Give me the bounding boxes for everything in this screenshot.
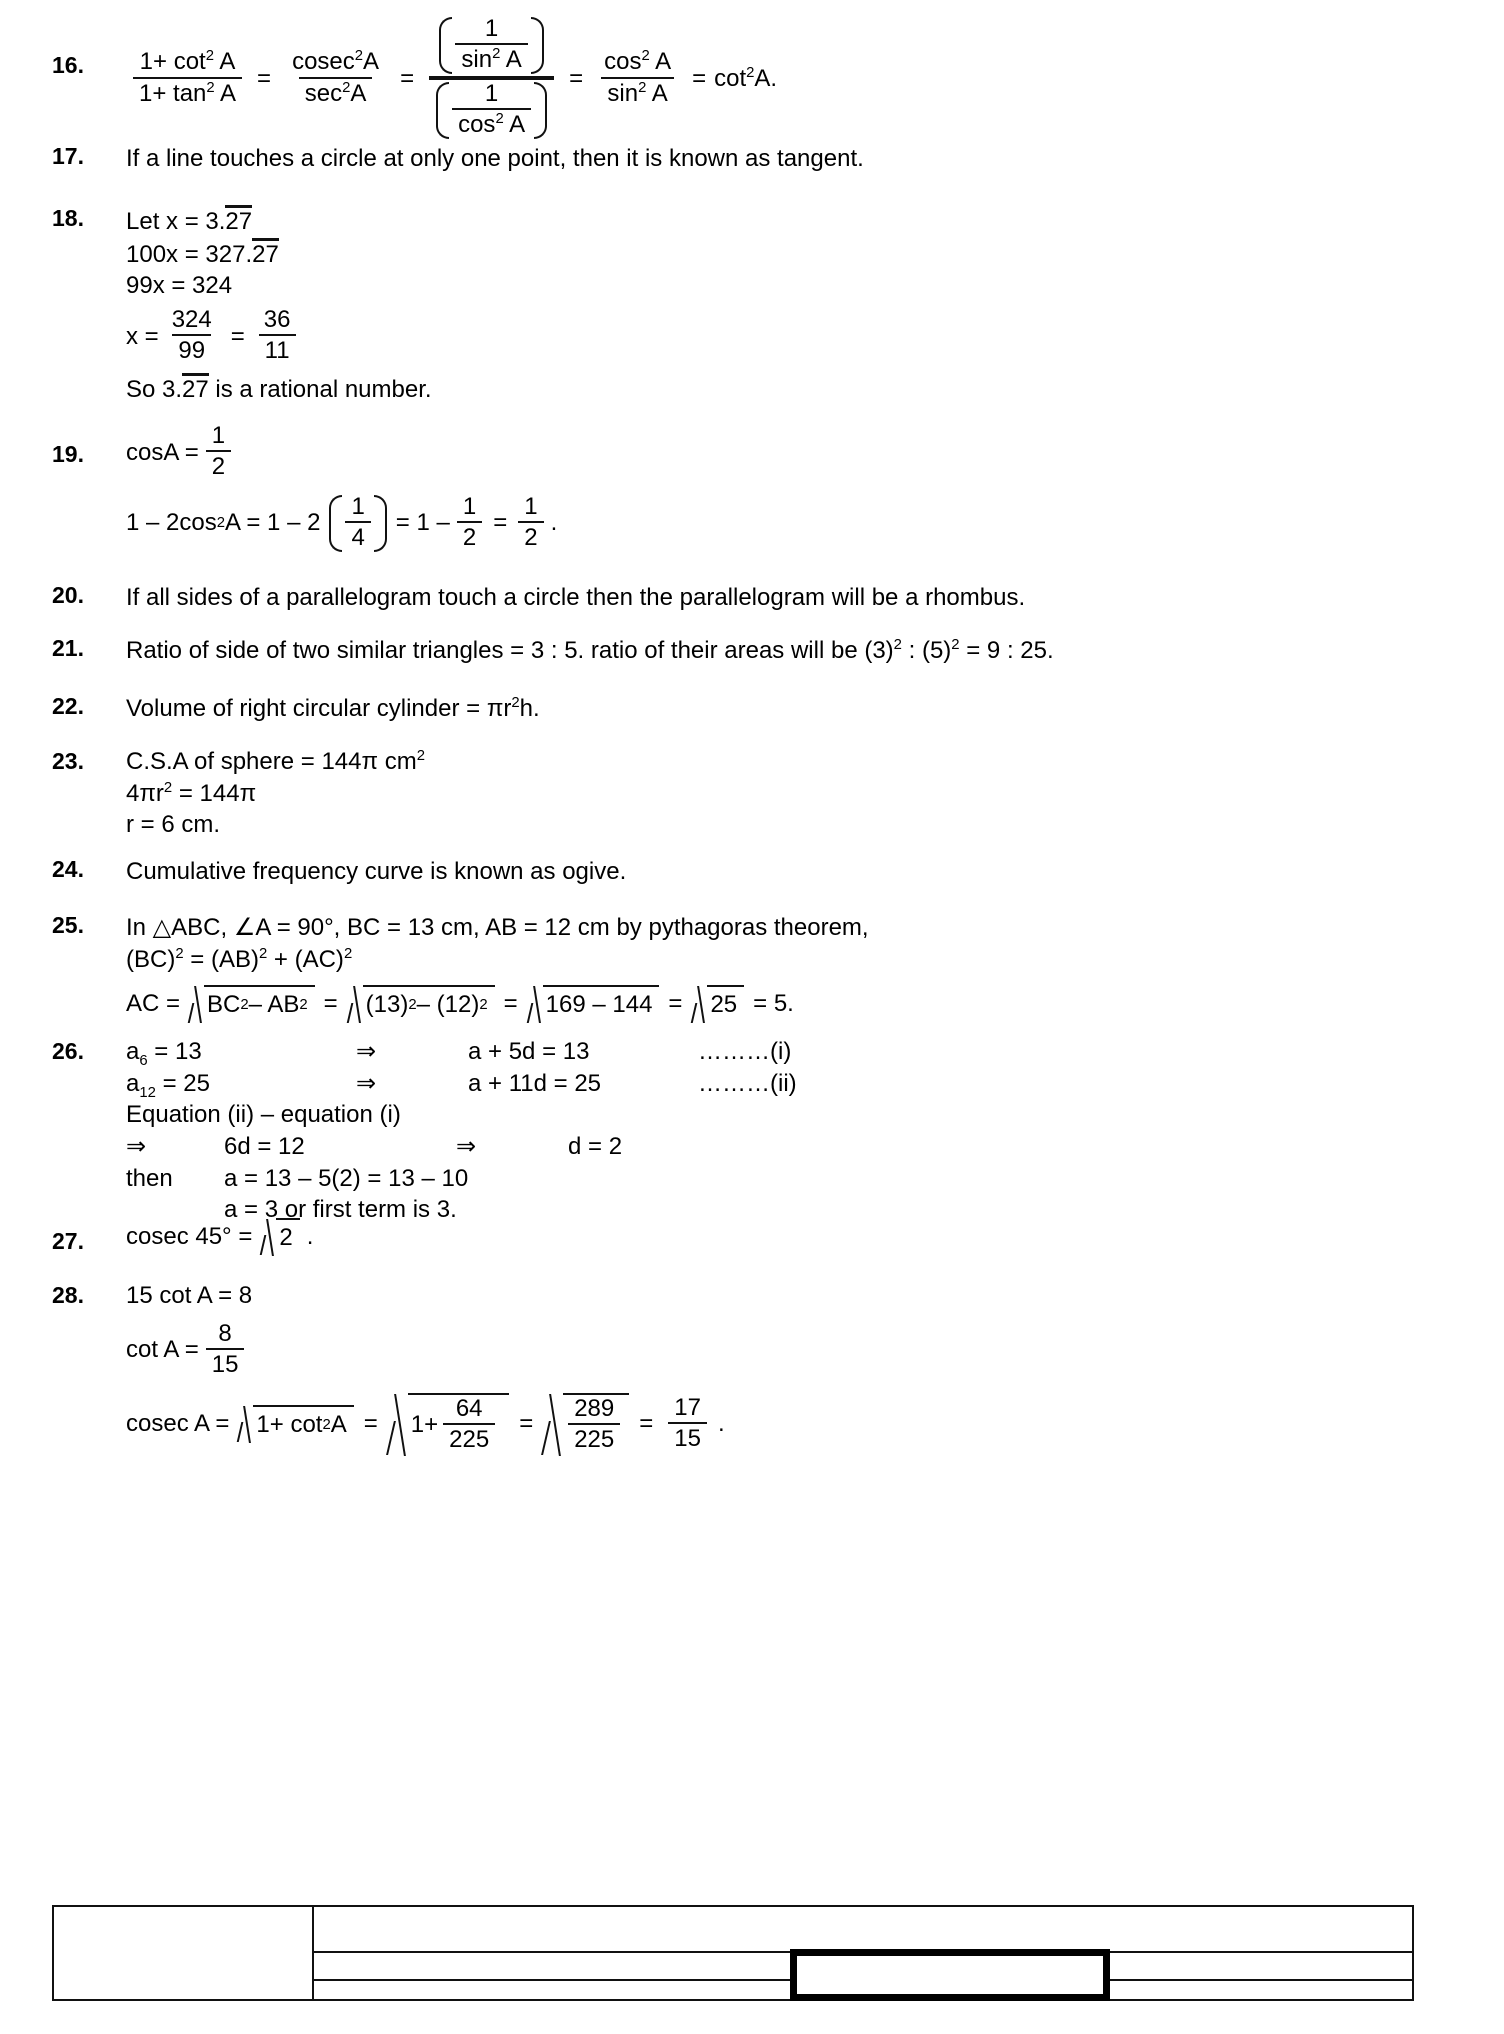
fraction-324-99: $\frac{324}{99}$ [171, 306, 212, 365]
item-body-21 [126, 635, 1054, 667]
implies-arrow-4: ⇒ [456, 1133, 477, 1161]
line-cosa: cosA = $\frac{1}{2}$ [126, 424, 557, 481]
paren-left-icon [439, 17, 452, 74]
paren-group-upper: $\frac{1}{\sin^2 A}$ [438, 17, 544, 74]
paren-right-icon [531, 17, 544, 74]
statement-17: If a line touches a circle at only one point, then it is known as tangent. [126, 145, 864, 172]
item-number-26: 26. [52, 1038, 84, 1064]
line-6d [126, 1131, 797, 1163]
result-cot2a: $\cot^2A$. [714, 65, 778, 93]
item-number-27: 27. [52, 1228, 84, 1254]
item-number-21: 21. [52, 635, 84, 661]
cell-d-2: d = 2 [568, 1133, 623, 1161]
statement-21: Ratio of side of two similar triangles = 3 : 5. ratio of their areas will be $(3)^2$ : $(5)^2 = 9$ : 25. [126, 637, 1054, 664]
line-triangle-given: In △ABC, ∠A = 90°, BC = 13 cm, AB = 12 cm by pythagoras theorem, [126, 914, 869, 941]
radical-icon [388, 1393, 408, 1456]
item-number-16: 16. [52, 52, 84, 78]
implies-arrow-3: ⇒ [126, 1133, 147, 1161]
cell-6d: 6d = 12 [224, 1133, 305, 1161]
cell-a-11d: a + 11d = 25 [468, 1069, 602, 1097]
line-4pir2: $4\pi r^2 = 144\pi$ [126, 779, 257, 807]
statement-20: If all sides of a parallelogram touch a circle then the parallelogram will be a rhombus. [126, 584, 1026, 611]
fraction-cos-sin: $\frac{\cos^2 A}{\sin^2 A}$ [598, 49, 677, 106]
ref-i: ………(i) [698, 1038, 792, 1065]
fraction-half-1: $\frac{1}{2}$ [457, 494, 482, 551]
radical-icon [260, 1218, 276, 1256]
item-number-20: 20. [52, 582, 84, 608]
line-cosec45: cosec 45° = 2 . [126, 1218, 313, 1256]
equals: = [230, 322, 245, 350]
cell-a12: $a_{12} = 25$ [126, 1069, 210, 1101]
item-body-20 [126, 582, 1025, 614]
item-body-26 [126, 1036, 797, 1226]
line-15cota: 15 cot A = 8 [126, 1282, 253, 1309]
item-number-23: 23. [52, 748, 84, 774]
radical-icon [527, 985, 543, 1023]
line-99x: 99x = 324 [126, 272, 233, 300]
item-body-25 [126, 912, 869, 1023]
item-number-19: 19. [52, 441, 84, 467]
item-number-28: 28. [52, 1282, 84, 1308]
item-number-24: 24. [52, 856, 84, 882]
line-let-x: Let x = 3.27 [126, 205, 432, 238]
line-ac-roots: AC = BC 2 – AB 2 = (13) 2 – (12) 2 = 169 – 144 = 25 = 5. [126, 985, 869, 1023]
item-number-18: 18. [52, 205, 84, 231]
fraction-8-15: $\frac{8}{15}$ [206, 1321, 245, 1378]
fraction-cot-tan: $\frac{1+ \cot^2 A}{1+ \tan^2 A}$ [133, 49, 242, 106]
equals-2: = [400, 65, 415, 93]
repeating-bar: 27 [225, 205, 252, 234]
paren-group-lower: $\frac{1}{\cos^2 A}$ [435, 82, 548, 139]
item-body-23 [126, 746, 425, 841]
line-csa: C.S.A of sphere = 144π $cm^2$ [126, 748, 425, 775]
item-body-24 [126, 856, 626, 888]
paren-left-icon [329, 495, 342, 552]
table-highlight-box [790, 1949, 1110, 2001]
sqrt-289-225: $\frac{289}{225}$ [543, 1393, 629, 1456]
line-coseca: cosec A = 1+ cot 2 A = 1+ $\frac{64}{225}$ = $\frac{289}{225}$ = $\frac{17}{15}$ . [126, 1393, 725, 1456]
radical-icon [543, 1393, 563, 1456]
implies-arrow-1: ⇒ [356, 1038, 377, 1065]
repeating-bar: 27 [182, 373, 209, 402]
sqrt-25: 25 [691, 985, 744, 1023]
line-a6 [126, 1036, 797, 1068]
line-r-equals: r = 6 cm. [126, 811, 221, 839]
fraction-cosec-sec: $\frac{cosec^2A}{\sec^2A}$ [292, 48, 380, 107]
line-a12 [126, 1068, 797, 1100]
item-body-28 [126, 1280, 725, 1455]
radical-icon [347, 985, 363, 1023]
radical-icon [691, 985, 707, 1023]
footer-table [52, 1905, 1414, 2001]
line-1-minus-2cos2a: 1 – 2cos 2 A = 1 – 2 $\frac{1}{4}$ = 1 – $\frac{1}{2}$ = $\frac{1}{2}$ . [126, 492, 558, 552]
sqrt-169-144: 169 – 144 [527, 985, 660, 1023]
equation-16 [126, 15, 778, 140]
statement-24: Cumulative frequency curve is known as ogive. [126, 858, 627, 885]
statement-22: Volume of right circular cylinder = $\pi r^2h$. [126, 695, 540, 722]
line-x-fraction: x = $\frac{324}{99}$ = $\frac{36}{11}$ [126, 308, 432, 365]
table-column-divider [312, 1907, 314, 1999]
equals-1: = [257, 65, 272, 93]
sqrt-1-plus-64-225: 1+ $\frac{64}{225}$ [388, 1393, 509, 1456]
fraction-1-2: $\frac{1}{2}$ [206, 423, 231, 480]
line-cota-frac: cot A = $\frac{8}{15}$ [126, 1322, 725, 1379]
implies-arrow-2: ⇒ [356, 1069, 377, 1097]
fraction-17-15: $\frac{17}{15}$ [668, 1395, 707, 1452]
line-pythagoras: (BC)$^2$ = (AB)$^2$ + (AC)$^2$ [126, 945, 353, 973]
label-then: then [126, 1164, 173, 1192]
item-body-16 [126, 15, 778, 140]
line-100x: 100x = 327.27 [126, 238, 432, 271]
item-number-22: 22. [52, 693, 84, 719]
fraction-half-2: $\frac{1}{2}$ [518, 494, 543, 551]
item-number-17: 17. [52, 143, 84, 169]
sqrt-2: 2 [260, 1218, 299, 1256]
ref-ii: ………(ii) [698, 1069, 797, 1097]
sqrt-1-plus-cot2: 1+ cot 2 A [237, 1405, 353, 1443]
sqrt-bc2-ab2: BC 2 – AB 2 [188, 985, 315, 1023]
item-body-19 [126, 424, 557, 552]
line-conclusion: So 3.27 is a rational number. [126, 373, 432, 406]
cell-a6: $a_6 = 13$ [126, 1038, 202, 1069]
paren-group-quarter: $\frac{1}{4}$ [328, 495, 387, 552]
radical-icon [188, 985, 204, 1023]
sqrt-13-12: (13) 2 – (12) 2 [347, 985, 495, 1023]
paren-right-icon [534, 82, 547, 139]
equals-4: = [692, 65, 707, 93]
cell-first-term: a = 3 or first term is 3. [224, 1196, 457, 1224]
cell-a-5d: a + 5d = 13 [468, 1038, 590, 1065]
fraction-36-11: $\frac{36}{11}$ [258, 307, 297, 364]
line-then-a [126, 1163, 797, 1195]
item-body-27 [126, 1218, 313, 1256]
line-equation-diff: Equation (ii) – equation (i) [126, 1101, 401, 1129]
paren-left-icon [436, 82, 449, 139]
item-number-25: 25. [52, 912, 84, 938]
cell-a-value: a = 13 – 5(2) = 13 – 10 [224, 1164, 469, 1192]
equals-3: = [569, 65, 584, 93]
item-body-18 [126, 205, 432, 406]
radical-icon [237, 1405, 253, 1443]
complex-fraction [429, 17, 554, 139]
repeating-bar: 27 [252, 238, 279, 267]
paren-right-icon [374, 495, 387, 552]
item-body-22 [126, 693, 540, 725]
item-body-17 [126, 143, 864, 175]
